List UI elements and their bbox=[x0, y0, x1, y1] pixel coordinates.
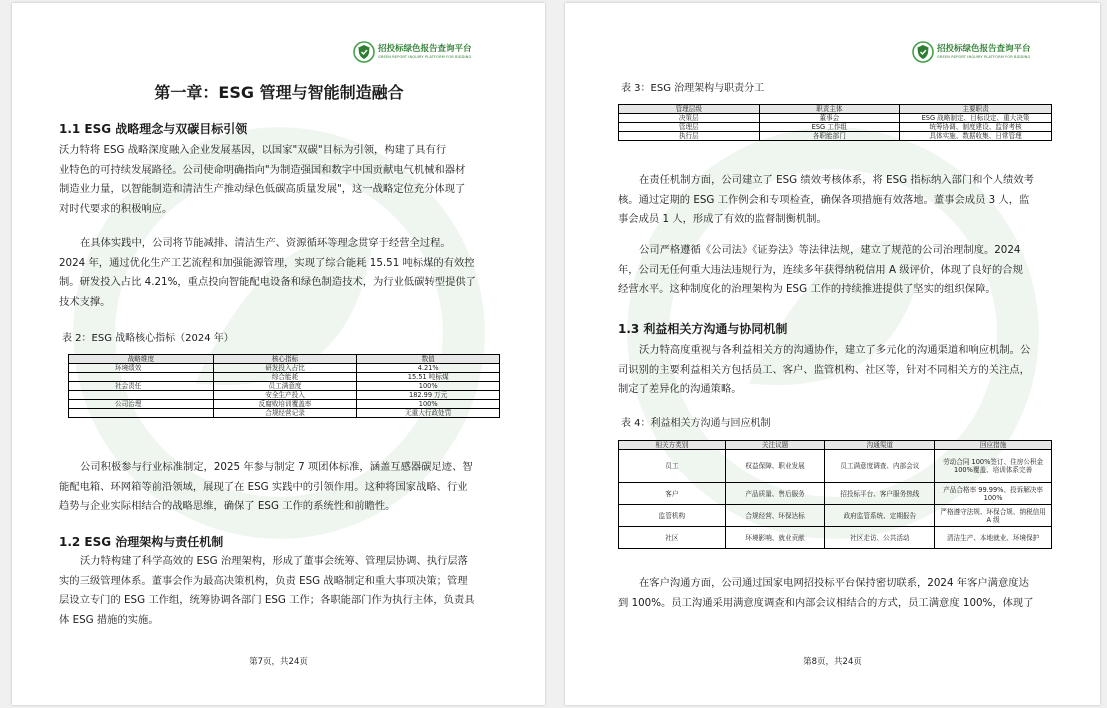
table-cell: 董事会 bbox=[759, 114, 900, 123]
text-line: 事会成员 1 人，形成了有效的监督制衡机制。 bbox=[618, 213, 827, 225]
text-line: 到 100%。员工沟通采用满意度调查和内部会议相结合的方式，员工满意度 100%，体现了 bbox=[618, 596, 1034, 609]
text-line: 趋势与企业实际相结合的战略思维，确保了 ESG 工作的系统性和前瞻性。 bbox=[59, 500, 396, 512]
stakeholder-table bbox=[618, 440, 1052, 549]
text-line: 技术支撑。 bbox=[59, 295, 111, 308]
section-heading-1-3: 1.3 利益相关方沟通与协同机制 bbox=[618, 322, 788, 336]
paragraph bbox=[59, 458, 499, 517]
table-cell: 客户 bbox=[619, 483, 726, 505]
table-cell: 招投标平台、客户服务热线 bbox=[825, 483, 935, 505]
brand-name-en: GREEN REPORT INQUIRY PLATFORM FOR BIDDING bbox=[378, 55, 472, 59]
text-line: 制。研发投入占比 4.21%，重点投向智能配电设备和绿色制造技术，为行业低碳转型提供了 bbox=[59, 276, 476, 288]
section-heading-1-1: 1.1 ESG 战略理念与双碳目标引领 bbox=[59, 122, 248, 136]
column-header: 沟通渠道 bbox=[825, 441, 935, 450]
table-cell bbox=[69, 373, 214, 382]
table-caption: 表 2：ESG 战略核心指标（2024 年） bbox=[62, 333, 234, 344]
page-number: 第8页，共24页 bbox=[803, 657, 862, 667]
column-header: 职责主体 bbox=[759, 105, 900, 114]
table-cell: 无重大行政处罚 bbox=[357, 409, 500, 418]
table-cell: 监管机构 bbox=[619, 505, 726, 527]
text-line: 核。通过定期的 ESG 工作例会和专项检查，确保各项措施有效落地。董事会成员 3 人，监 bbox=[618, 193, 1030, 206]
table-header-row bbox=[619, 441, 1052, 450]
table-cell: 环境绩效 bbox=[69, 364, 214, 373]
column-header: 核心指标 bbox=[213, 355, 357, 364]
paragraph bbox=[59, 552, 499, 630]
brand-name: 招投标绿色报告查询平台 bbox=[937, 44, 1031, 54]
table-row bbox=[69, 364, 500, 373]
table-cell bbox=[69, 409, 214, 418]
table-cell: 182.99 万元 bbox=[357, 391, 500, 400]
table-cell: 综合能耗 bbox=[213, 373, 357, 382]
table-cell: 管理层 bbox=[619, 123, 760, 132]
table-cell: 100% bbox=[357, 400, 500, 409]
governance-table bbox=[618, 104, 1052, 141]
text-line: 实的三级管理体系。董事会作为最高决策机构，负责 ESG 战略制定和重大事项决策；管理 bbox=[59, 574, 468, 587]
table-cell: 各职能部门 bbox=[759, 132, 900, 141]
paragraph bbox=[618, 341, 1053, 400]
brand-name: 招投标绿色报告查询平台 bbox=[378, 44, 472, 54]
table-header-row bbox=[69, 355, 500, 364]
table-cell: 安全生产投入 bbox=[213, 391, 357, 400]
table-cell: 研发投入占比 bbox=[213, 364, 357, 373]
table-cell: 执行层 bbox=[619, 132, 760, 141]
section-heading-1-2: 1.2 ESG 治理架构与责任机制 bbox=[59, 535, 224, 549]
table-cell: 具体实施、数据收集、日常管理 bbox=[900, 132, 1052, 141]
table-row bbox=[619, 527, 1052, 549]
table-row bbox=[69, 373, 500, 382]
table-cell: 劳动合同 100%签订、住房公积金 100%覆盖、培训体系完善 bbox=[935, 450, 1052, 483]
table-row bbox=[619, 132, 1052, 141]
text-line: 司识别的主要利益相关方包括员工、客户、监管机构、社区等，针对不同相关方的关注点， bbox=[618, 363, 1030, 376]
table-cell: 严格遵守法规、环保合规、纳税信用 A 级 bbox=[935, 505, 1052, 527]
text-line: 体 ESG 措施的实施。 bbox=[59, 613, 159, 626]
table-cell: 公司治理 bbox=[69, 400, 214, 409]
table-row bbox=[619, 114, 1052, 123]
table-row bbox=[69, 391, 500, 400]
table-row bbox=[69, 382, 500, 391]
document-page-7 bbox=[12, 3, 545, 705]
column-header: 战略维度 bbox=[69, 355, 214, 364]
text-line: 在具体实践中，公司将节能减排、清洁生产、资源循环等理念贯穿于经营全过程。 bbox=[80, 237, 451, 249]
table-row bbox=[69, 400, 500, 409]
text-line: 制定了差异化的沟通策略。 bbox=[618, 383, 742, 395]
table-caption: 表 3：ESG 治理架构与职责分工 bbox=[621, 83, 765, 94]
table-caption: 表 4：利益相关方沟通与回应机制 bbox=[621, 418, 771, 429]
table-cell: 产品质量、售后服务 bbox=[725, 483, 825, 505]
table-cell: 社会责任 bbox=[69, 382, 214, 391]
paragraph bbox=[59, 141, 499, 219]
table-cell: 权益保障、职业发展 bbox=[725, 450, 825, 483]
text-line: 公司严格遵循《公司法》《证券法》等法律法规，建立了规范的公司治理制度。2024 bbox=[639, 244, 1021, 256]
column-header: 相关方类别 bbox=[619, 441, 726, 450]
table-cell: 员工满意度调查、内部会议 bbox=[825, 450, 935, 483]
table-cell: 员工 bbox=[619, 450, 726, 483]
text-line: 沃力特构建了科学高效的 ESG 治理架构，形成了董事会统筹、管理层协调、执行层落 bbox=[80, 555, 468, 567]
shield-leaf-icon bbox=[353, 41, 375, 63]
table-cell: 社区走访、公共活动 bbox=[825, 527, 935, 549]
table-header-row bbox=[619, 105, 1052, 114]
text-line: 沃力特将 ESG 战略深度融入企业发展基因，以国家"双碳"目标为引领，构建了具有行 bbox=[59, 144, 447, 156]
table-cell: 统筹协调、制度建设、监督考核 bbox=[900, 123, 1052, 132]
table-cell: 决策层 bbox=[619, 114, 760, 123]
table-cell bbox=[69, 391, 214, 400]
table-cell: ESG 战略制定、目标设定、重大决策 bbox=[900, 114, 1052, 123]
column-header: 数值 bbox=[357, 355, 500, 364]
text-line: 沃力特高度重视与各利益相关方的沟通协作，建立了多元化的沟通渠道和响应机制。公 bbox=[639, 344, 1031, 356]
brand-logo bbox=[912, 41, 1031, 63]
paragraph bbox=[618, 171, 1053, 230]
paragraph bbox=[59, 234, 499, 312]
table-row bbox=[619, 483, 1052, 505]
chapter-title: 第一章：ESG 管理与智能制造融合 bbox=[154, 83, 404, 102]
table-cell: 环境影响、就业贡献 bbox=[725, 527, 825, 549]
text-line: 年，公司无任何重大违法违规行为，连续多年获得纳税信用 A 级评价，体现了良好的合规 bbox=[618, 263, 1023, 276]
column-header: 回应措施 bbox=[935, 441, 1052, 450]
text-line: 能配电箱、环网箱等前沿领域，展现了在 ESG 实践中的引领作用。这种将国家战略、行业 bbox=[59, 480, 468, 493]
text-line: 公司积极参与行业标准制定，2025 年参与制定 7 项团体标准，涵盖互感器碳足迹、智 bbox=[80, 461, 473, 473]
table-cell: ESG 工作组 bbox=[759, 123, 900, 132]
table-cell: 产品合格率 99.99%、投诉解决率 100% bbox=[935, 483, 1052, 505]
text-line: 对时代要求的积极响应。 bbox=[59, 202, 173, 215]
text-line: 2024 年，通过优化生产工艺流程和加强能源管理，实现了综合能耗 15.51 吨标煤的有效控 bbox=[59, 256, 475, 269]
table-cell: 合规经营记录 bbox=[213, 409, 357, 418]
column-header: 主要职责 bbox=[900, 105, 1052, 114]
text-line: 制造业力量，以智能制造和清洁生产推动绿色低碳高质量发展"，这一战略定位充分体现了 bbox=[59, 183, 466, 195]
table-cell: 员工满意度 bbox=[213, 382, 357, 391]
page-number: 第7页，共24页 bbox=[249, 657, 308, 667]
column-header: 关注议题 bbox=[725, 441, 825, 450]
text-line: 在客户沟通方面，公司通过国家电网招投标平台保持密切联系，2024 年客户满意度达 bbox=[639, 577, 1029, 589]
table-cell: 清洁生产、本地就业、环境保护 bbox=[935, 527, 1052, 549]
brand-name-en: GREEN REPORT INQUIRY PLATFORM FOR BIDDING bbox=[937, 55, 1031, 59]
table-cell: 15.51 吨标煤 bbox=[357, 373, 500, 382]
table-cell: 反腐败培训覆盖率 bbox=[213, 400, 357, 409]
text-line: 经营水平。这种制度化的治理架构为 ESG 工作的持续推进提供了坚实的组织保障。 bbox=[618, 283, 996, 295]
table-row bbox=[69, 409, 500, 418]
paragraph bbox=[618, 241, 1053, 300]
table-cell: 合规经营、环保达标 bbox=[725, 505, 825, 527]
column-header: 管理层级 bbox=[619, 105, 760, 114]
paragraph bbox=[618, 574, 1053, 613]
table-cell: 4.21% bbox=[357, 364, 500, 373]
esg-indicator-table bbox=[68, 354, 500, 418]
table-row bbox=[619, 123, 1052, 132]
text-line: 业特色的可持续发展路径。公司使命明确指向"为制造强国和数字中国贡献电气机械和器材 bbox=[59, 163, 466, 176]
table-cell: 100% bbox=[357, 382, 500, 391]
table-row bbox=[619, 505, 1052, 527]
table-row bbox=[619, 450, 1052, 483]
shield-leaf-icon bbox=[912, 41, 934, 63]
table-cell: 政府监管系统、定期报告 bbox=[825, 505, 935, 527]
brand-logo bbox=[353, 41, 472, 63]
table-cell: 社区 bbox=[619, 527, 726, 549]
text-line: 在责任机制方面，公司建立了 ESG 绩效考核体系，将 ESG 指标纳入部门和个人绩效考 bbox=[639, 174, 1034, 186]
text-line: 层设立专门的 ESG 工作组，统筹协调各部门 ESG 工作；各职能部门作为执行主体，负责具 bbox=[59, 594, 475, 606]
document-page-8 bbox=[565, 3, 1100, 705]
